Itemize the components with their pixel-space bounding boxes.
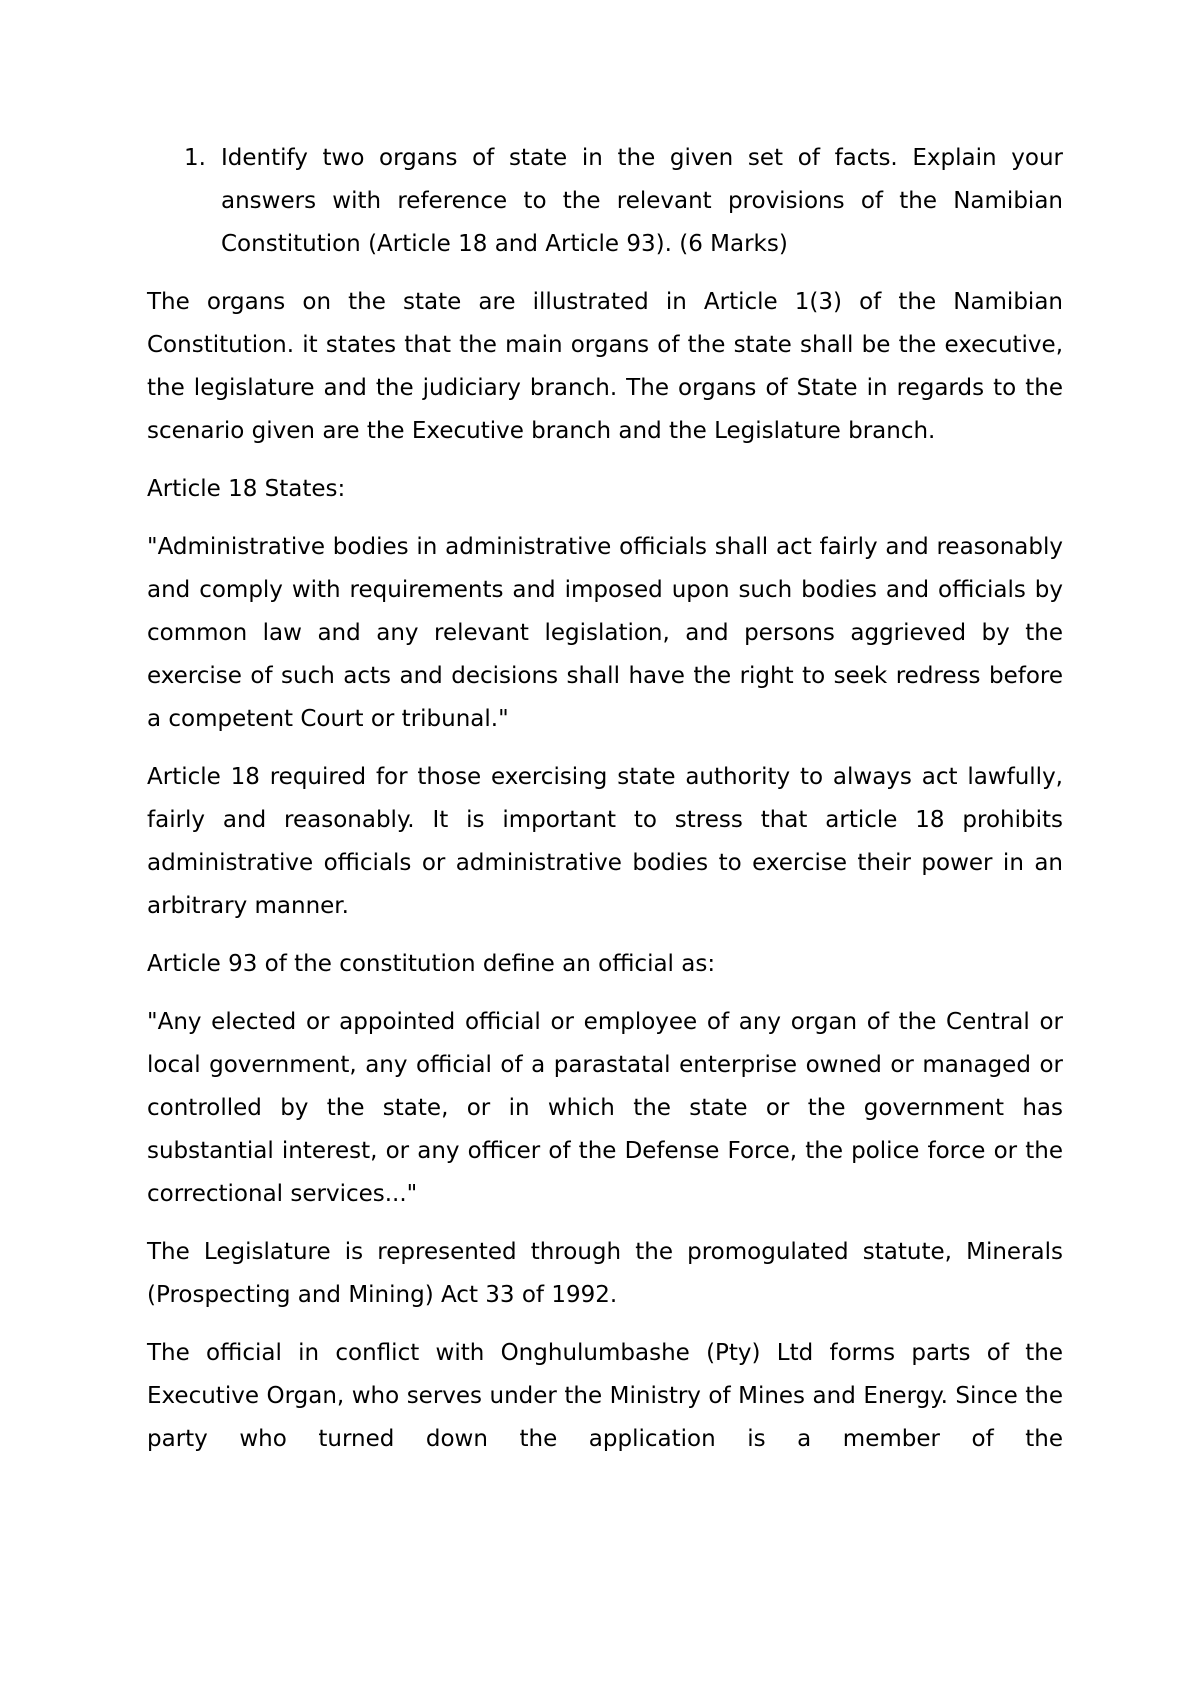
question-number: 1. — [184, 145, 206, 171]
quote-article-93: "Any elected or appointed official or employee of any organ of the Central or local government, any official of a parastatal enterprise owned or managed or controlled by the state, or in which the state or the government has substantial interest, or any officer of the Defense Force, the police force or the correctional services..." — [147, 1009, 1063, 1207]
paragraph-article-18-explanation: Article 18 required for those exercising state authority to always act lawfully, fairly and reasonably. It is important to stress that article 18 prohibits administrative officials or administrative bodies to exercise their power in an arbitrary manner. — [147, 764, 1063, 919]
quote-article-18: "Administrative bodies in administrative officials shall act fairly and reasonably and comply with requirements and imposed upon such bodies and officials by common law and any relevant legislation, and persons aggrieved by the exercise of such acts and decisions shall have the right to seek redress before a competent Court or tribunal." — [147, 534, 1063, 732]
paragraph-legislature: The Legislature is represented through the promogulated statute, Minerals (Prospecting and Mining) Act 33 of 1992. — [147, 1239, 1063, 1308]
document-body — [147, 137, 1063, 1476]
question-text: Identify two organs of state in the given set of facts. Explain your answers with reference to the relevant provisions of the Namibian Constitution (Article 18 and Article 93). (6 Marks) — [221, 145, 1063, 257]
question-item — [147, 137, 1063, 266]
paragraph-organs-of-state: The organs on the state are illustrated in Article 1(3) of the Namibian Constitution. it states that the main organs of the state shall be the executive, the legislature and the judiciary branch. The organs of State in regards to the scenario given are the Executive branch and the Legislature branch. — [147, 289, 1063, 444]
heading-article-18: Article 18 States: — [147, 476, 346, 502]
heading-article-93: Article 93 of the constitution define an official as: — [147, 951, 716, 977]
paragraph-executive-organ: The official in conflict with Onghulumbashe (Pty) Ltd forms parts of the Executive Organ, who serves under the Ministry of Mines and Energy. Since the party who turned down the application is a member of the — [147, 1340, 1063, 1452]
